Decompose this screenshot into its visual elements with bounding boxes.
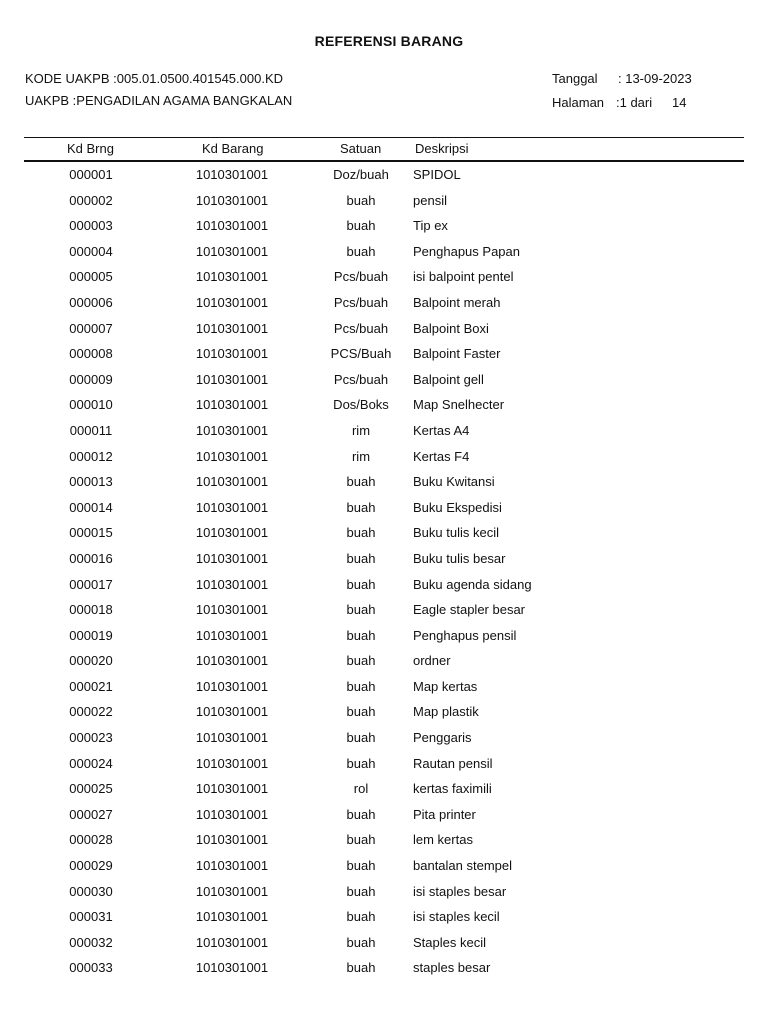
cell-kd-barang-text: 1010301001 — [195, 422, 269, 438]
cell-kd-brng-text: 000032 — [69, 934, 113, 950]
cell-satuan-text: Pcs/buah — [333, 294, 389, 310]
cell-kd-barang — [195, 781, 269, 797]
table-row — [0, 495, 768, 521]
cell-satuan-text: buah — [346, 883, 376, 899]
cell-deskripsi: Balpoint merah — [413, 294, 501, 310]
table-row — [0, 648, 768, 674]
cell-kd-barang-text: 1010301001 — [195, 960, 269, 976]
cell-kd-brng — [69, 422, 113, 438]
cell-satuan — [346, 883, 376, 899]
cell-satuan-text: buah — [346, 755, 376, 771]
table-row — [0, 367, 768, 393]
cell-satuan — [346, 653, 376, 669]
cell-kd-brng-text: 000017 — [69, 576, 113, 592]
cell-deskripsi: Map plastik — [413, 704, 479, 720]
cell-satuan — [346, 934, 376, 950]
report-title: REFERENSI BARANG — [314, 33, 464, 49]
cell-kd-barang — [195, 909, 269, 925]
cell-kd-brng-text: 000018 — [69, 602, 113, 618]
table-row — [0, 955, 768, 981]
cell-deskripsi: isi staples besar — [413, 883, 507, 899]
cell-kd-barang — [195, 499, 269, 515]
cell-kd-brng-text: 000010 — [69, 397, 113, 413]
cell-kd-barang — [195, 653, 269, 669]
cell-kd-brng — [69, 832, 113, 848]
cell-deskripsi: Buku Kwitansi — [413, 474, 495, 490]
cell-satuan — [346, 806, 376, 822]
cell-kd-brng-text: 000007 — [69, 320, 113, 336]
cell-kd-brng-text: 000019 — [69, 627, 113, 643]
table-row — [0, 623, 768, 649]
cell-kd-brng — [69, 243, 113, 259]
cell-kd-barang-text: 1010301001 — [195, 320, 269, 336]
cell-kd-brng-text: 000004 — [69, 243, 113, 259]
cell-kd-brng-text: 000008 — [69, 346, 113, 362]
cell-satuan — [346, 909, 376, 925]
cell-satuan — [346, 627, 376, 643]
cell-kd-barang — [195, 576, 269, 592]
cell-kd-brng-text: 000001 — [69, 167, 113, 182]
cell-kd-barang — [195, 320, 269, 336]
cell-kd-brng — [69, 525, 113, 541]
cell-kd-brng — [69, 167, 113, 182]
cell-kd-brng — [69, 550, 113, 566]
table-row — [0, 776, 768, 802]
cell-kd-brng-text: 000022 — [69, 704, 113, 720]
cell-kd-barang-text: 1010301001 — [195, 550, 269, 566]
cell-deskripsi: ordner — [413, 653, 451, 669]
cell-kd-brng — [69, 704, 113, 720]
cell-satuan-text: buah — [346, 909, 376, 925]
table-row — [0, 239, 768, 265]
cell-kd-barang — [195, 269, 269, 285]
cell-satuan-text: PCS/Buah — [330, 346, 392, 362]
cell-kd-barang — [195, 192, 269, 208]
cell-kd-barang — [195, 678, 269, 694]
cell-kd-barang — [195, 218, 269, 234]
cell-kd-barang — [195, 858, 269, 874]
uakpb-name: UAKPB :PENGADILAN AGAMA BANGKALAN — [25, 93, 293, 108]
cell-kd-brng — [69, 474, 113, 490]
cell-satuan-text: buah — [346, 678, 376, 694]
cell-satuan — [346, 474, 376, 490]
table-row — [0, 444, 768, 470]
table-row — [0, 162, 768, 188]
cell-kd-brng-text: 000013 — [69, 474, 113, 490]
cell-deskripsi: Map kertas — [413, 678, 478, 694]
cell-kd-brng-text: 000003 — [69, 218, 113, 234]
tanggal-label: Tanggal — [552, 71, 598, 86]
cell-kd-barang — [195, 755, 269, 771]
cell-satuan — [346, 192, 376, 208]
cell-deskripsi: Penghapus pensil — [413, 627, 517, 643]
table-row — [0, 316, 768, 342]
cell-satuan — [333, 269, 389, 285]
cell-kd-brng-text: 000024 — [69, 755, 113, 771]
column-header-kd-barang: Kd Barang — [202, 141, 264, 156]
cell-kd-barang-text: 1010301001 — [195, 627, 269, 643]
cell-kd-brng-text: 000025 — [69, 781, 113, 797]
halaman-value: :1 dari — [616, 95, 653, 110]
cell-kd-barang-text: 1010301001 — [195, 499, 269, 515]
halaman-total: 14 — [672, 95, 687, 110]
table-row — [0, 572, 768, 598]
table-row — [0, 341, 768, 367]
cell-satuan — [346, 704, 376, 720]
cell-deskripsi: kertas faximili — [413, 781, 492, 797]
cell-kd-brng-text: 000020 — [69, 653, 113, 669]
cell-kd-barang — [195, 422, 269, 438]
cell-satuan-text: buah — [346, 602, 376, 618]
cell-kd-barang-text: 1010301001 — [195, 858, 269, 874]
cell-deskripsi: Buku tulis kecil — [413, 525, 499, 541]
cell-kd-barang-text: 1010301001 — [195, 448, 269, 464]
cell-satuan — [333, 167, 389, 182]
cell-kd-brng — [69, 602, 113, 618]
table-row — [0, 699, 768, 725]
cell-satuan — [333, 371, 389, 387]
cell-kd-brng — [69, 627, 113, 643]
cell-satuan — [346, 730, 376, 746]
cell-kd-brng — [69, 960, 113, 976]
cell-satuan-text: buah — [346, 730, 376, 746]
cell-deskripsi: pensil — [413, 192, 447, 208]
cell-deskripsi: Kertas A4 — [413, 422, 470, 438]
cell-kd-barang-text: 1010301001 — [195, 371, 269, 387]
cell-deskripsi: lem kertas — [413, 832, 473, 848]
cell-satuan-text: Dos/Boks — [333, 397, 389, 413]
cell-kd-brng-text: 000029 — [69, 858, 113, 874]
cell-kd-barang-text: 1010301001 — [195, 397, 269, 413]
cell-kd-barang — [195, 934, 269, 950]
cell-satuan — [346, 858, 376, 874]
cell-kd-brng-text: 000014 — [69, 499, 113, 515]
cell-deskripsi: isi staples kecil — [413, 909, 500, 925]
cell-satuan — [346, 218, 376, 234]
cell-kd-brng — [69, 730, 113, 746]
cell-kd-barang — [195, 397, 269, 413]
table-row — [0, 469, 768, 495]
cell-kd-brng-text: 000005 — [69, 269, 113, 285]
cell-kd-brng — [69, 909, 113, 925]
table-row — [0, 392, 768, 418]
table-row — [0, 827, 768, 853]
cell-satuan-text: buah — [346, 576, 376, 592]
cell-kd-brng — [69, 218, 113, 234]
cell-kd-barang — [195, 474, 269, 490]
cell-kd-brng-text: 000002 — [69, 192, 113, 208]
cell-satuan-text: Pcs/buah — [333, 269, 389, 285]
header-top-rule — [24, 137, 744, 138]
cell-satuan — [351, 448, 371, 464]
table-row — [0, 188, 768, 214]
cell-satuan-text: Pcs/buah — [333, 371, 389, 387]
cell-kd-brng — [69, 346, 113, 362]
cell-satuan — [333, 320, 389, 336]
cell-satuan-text: buah — [346, 550, 376, 566]
table-row — [0, 802, 768, 828]
cell-kd-barang-text: 1010301001 — [195, 525, 269, 541]
cell-kd-brng — [69, 294, 113, 310]
cell-deskripsi: Pita printer — [413, 806, 476, 822]
table-row — [0, 597, 768, 623]
cell-kd-barang-text: 1010301001 — [195, 678, 269, 694]
cell-satuan — [346, 550, 376, 566]
cell-kd-brng — [69, 934, 113, 950]
cell-kd-brng-text: 000009 — [69, 371, 113, 387]
cell-satuan — [333, 397, 389, 413]
column-header-satuan: Satuan — [340, 141, 382, 156]
cell-deskripsi: Staples kecil — [413, 934, 486, 950]
halaman-label: Halaman — [552, 95, 605, 110]
cell-kd-brng — [69, 192, 113, 208]
cell-kd-brng — [69, 448, 113, 464]
cell-satuan — [346, 525, 376, 541]
cell-kd-barang-text: 1010301001 — [195, 294, 269, 310]
table-row — [0, 725, 768, 751]
cell-kd-brng-text: 000030 — [69, 883, 113, 899]
cell-satuan-text: buah — [346, 627, 376, 643]
cell-satuan — [353, 781, 369, 797]
cell-kd-brng-text: 000012 — [69, 448, 113, 464]
cell-satuan-text: buah — [346, 934, 376, 950]
cell-satuan-text: buah — [346, 243, 376, 259]
cell-satuan — [346, 499, 376, 515]
cell-kd-brng — [69, 576, 113, 592]
cell-deskripsi: Map Snelhecter — [413, 397, 505, 413]
cell-kd-barang-text: 1010301001 — [195, 883, 269, 899]
cell-satuan-text: buah — [346, 704, 376, 720]
table-row — [0, 418, 768, 444]
cell-kd-barang-text: 1010301001 — [195, 192, 269, 208]
kode-uakpb: KODE UAKPB :005.01.0500.401545.000.KD — [25, 71, 284, 86]
cell-kd-barang-text: 1010301001 — [195, 602, 269, 618]
cell-kd-barang — [195, 448, 269, 464]
cell-deskripsi: Balpoint Boxi — [413, 320, 489, 336]
cell-kd-brng — [69, 781, 113, 797]
cell-kd-barang — [195, 346, 269, 362]
cell-kd-barang-text: 1010301001 — [195, 474, 269, 490]
cell-kd-brng — [69, 320, 113, 336]
cell-deskripsi: Buku tulis besar — [413, 550, 506, 566]
cell-kd-brng-text: 000011 — [69, 422, 113, 438]
cell-kd-brng-text: 000031 — [69, 909, 113, 925]
cell-kd-brng-text: 000016 — [69, 550, 113, 566]
cell-kd-barang-text: 1010301001 — [195, 934, 269, 950]
cell-kd-brng — [69, 371, 113, 387]
cell-kd-brng — [69, 269, 113, 285]
cell-kd-barang-text: 1010301001 — [195, 269, 269, 285]
cell-kd-brng-text: 000033 — [69, 960, 113, 976]
cell-kd-barang-text: 1010301001 — [195, 832, 269, 848]
cell-satuan-text: buah — [346, 499, 376, 515]
cell-deskripsi: Kertas F4 — [413, 448, 470, 464]
cell-satuan — [346, 602, 376, 618]
cell-kd-brng — [69, 755, 113, 771]
cell-kd-barang-text: 1010301001 — [195, 218, 269, 234]
cell-kd-barang — [195, 627, 269, 643]
cell-kd-barang-text: 1010301001 — [195, 704, 269, 720]
cell-satuan-text: rol — [353, 781, 369, 797]
cell-satuan-text: buah — [346, 474, 376, 490]
cell-satuan — [346, 678, 376, 694]
cell-kd-barang — [195, 550, 269, 566]
cell-satuan-text: rim — [351, 422, 371, 438]
cell-deskripsi: bantalan stempel — [413, 858, 513, 874]
cell-kd-brng — [69, 653, 113, 669]
cell-kd-brng — [69, 499, 113, 515]
cell-kd-brng — [69, 806, 113, 822]
cell-kd-barang-text: 1010301001 — [195, 730, 269, 746]
cell-satuan-text: buah — [346, 525, 376, 541]
table-row — [0, 930, 768, 956]
table-row — [0, 264, 768, 290]
cell-kd-barang — [195, 525, 269, 541]
items-table-body — [0, 162, 768, 981]
cell-deskripsi: staples besar — [413, 960, 491, 976]
cell-kd-brng-text: 000028 — [69, 832, 113, 848]
table-row — [0, 853, 768, 879]
cell-kd-barang — [195, 960, 269, 976]
cell-kd-barang — [195, 371, 269, 387]
cell-deskripsi: Buku agenda sidang — [413, 576, 532, 592]
cell-kd-barang — [195, 243, 269, 259]
cell-kd-barang — [195, 294, 269, 310]
table-row — [0, 904, 768, 930]
cell-kd-barang-text: 1010301001 — [195, 909, 269, 925]
cell-satuan-text: buah — [346, 192, 376, 208]
cell-satuan-text: buah — [346, 653, 376, 669]
cell-kd-barang — [195, 806, 269, 822]
cell-deskripsi: Rautan pensil — [413, 755, 493, 771]
cell-deskripsi: Eagle stapler besar — [413, 602, 526, 618]
cell-satuan-text: buah — [346, 218, 376, 234]
cell-kd-brng — [69, 858, 113, 874]
column-header-kd-brng: Kd Brng — [67, 141, 114, 156]
cell-kd-brng-text: 000021 — [69, 678, 113, 694]
cell-satuan-text: rim — [351, 448, 371, 464]
table-row — [0, 879, 768, 905]
cell-kd-barang-text: 1010301001 — [195, 576, 269, 592]
cell-satuan — [346, 755, 376, 771]
cell-satuan — [330, 346, 392, 362]
cell-kd-brng — [69, 678, 113, 694]
table-row — [0, 751, 768, 777]
cell-kd-brng — [69, 883, 113, 899]
cell-satuan-text: buah — [346, 806, 376, 822]
table-row — [0, 520, 768, 546]
table-row — [0, 290, 768, 316]
cell-kd-barang-text: 1010301001 — [195, 243, 269, 259]
cell-kd-barang-text: 1010301001 — [195, 781, 269, 797]
cell-kd-brng-text: 000015 — [69, 525, 113, 541]
cell-satuan-text: buah — [346, 960, 376, 976]
cell-satuan-text: Doz/buah — [333, 167, 389, 182]
column-header-deskripsi: Deskripsi — [415, 141, 469, 156]
cell-kd-brng-text: 000027 — [69, 806, 113, 822]
cell-kd-barang — [195, 602, 269, 618]
table-row — [0, 546, 768, 572]
cell-satuan — [346, 576, 376, 592]
cell-deskripsi: Buku Ekspedisi — [413, 499, 502, 515]
cell-kd-barang-text: 1010301001 — [195, 167, 269, 182]
cell-satuan-text: buah — [346, 858, 376, 874]
cell-deskripsi: SPIDOL — [413, 167, 461, 182]
cell-deskripsi: Tip ex — [413, 218, 448, 234]
cell-deskripsi: isi balpoint pentel — [413, 269, 514, 285]
cell-satuan-text: buah — [346, 832, 376, 848]
cell-deskripsi: Penghapus Papan — [413, 243, 520, 259]
cell-satuan-text: Pcs/buah — [333, 320, 389, 336]
cell-kd-brng-text: 000006 — [69, 294, 113, 310]
table-row — [0, 213, 768, 239]
cell-kd-barang — [195, 883, 269, 899]
cell-satuan — [346, 960, 376, 976]
cell-deskripsi: Balpoint Faster — [413, 346, 501, 362]
cell-kd-barang — [195, 832, 269, 848]
cell-kd-barang — [195, 167, 269, 182]
cell-kd-barang — [195, 704, 269, 720]
cell-satuan — [346, 243, 376, 259]
cell-kd-brng — [69, 397, 113, 413]
cell-kd-barang-text: 1010301001 — [195, 755, 269, 771]
cell-deskripsi: Balpoint gell — [413, 371, 484, 387]
cell-kd-barang-text: 1010301001 — [195, 653, 269, 669]
cell-satuan — [351, 422, 371, 438]
cell-satuan — [333, 294, 389, 310]
cell-deskripsi: Penggaris — [413, 730, 472, 746]
cell-kd-barang-text: 1010301001 — [195, 806, 269, 822]
cell-kd-barang-text: 1010301001 — [195, 346, 269, 362]
tanggal-value: : 13-09-2023 — [618, 71, 692, 86]
cell-kd-barang — [195, 730, 269, 746]
cell-satuan — [346, 832, 376, 848]
table-row — [0, 674, 768, 700]
cell-kd-brng-text: 000023 — [69, 730, 113, 746]
